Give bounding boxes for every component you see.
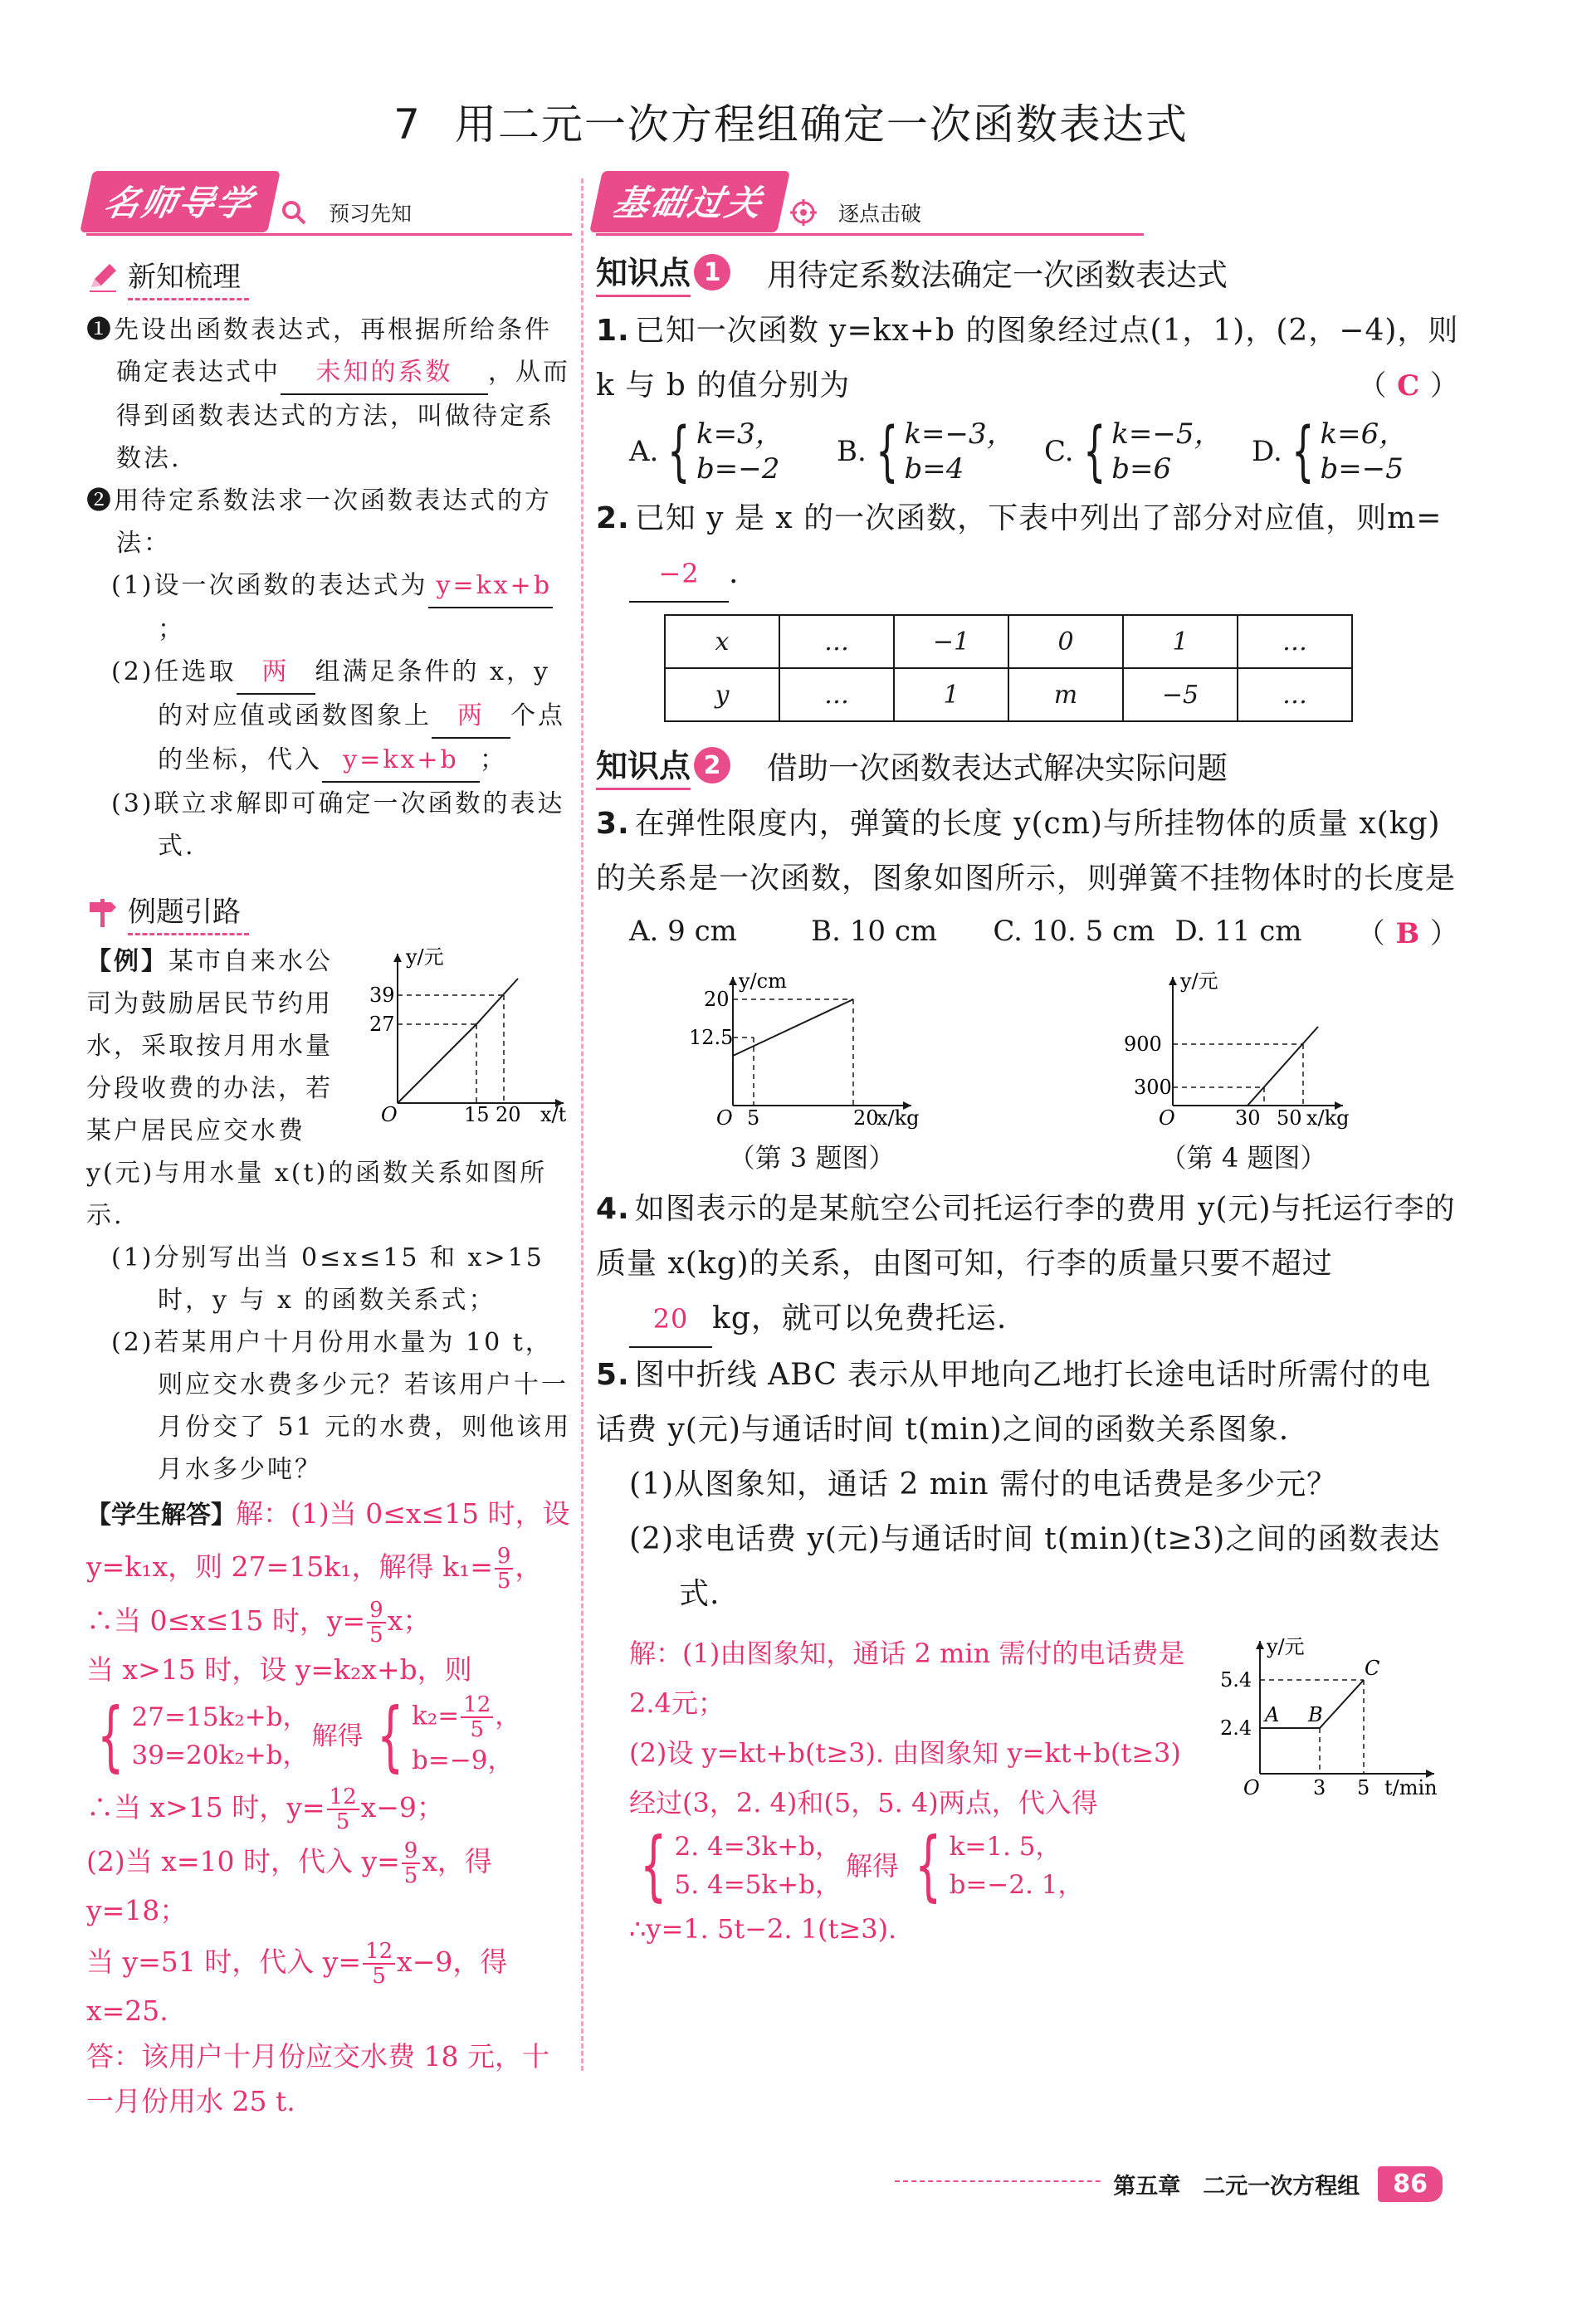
section-example [86,889,572,935]
section-title: 用二元一次方程组确定一次函数表达式 [454,100,1189,149]
knowledge-point-number: 1 [694,254,730,290]
x-axis-label: x/kg [876,1106,920,1130]
solution: k=1. 5， [949,1832,1062,1862]
question-number: 1. [596,314,630,348]
answer-line [86,1838,572,1934]
figure-caption: （第 3 题图） [728,1142,896,1174]
y-tick-label: 39 [369,984,395,1007]
option-d [1252,414,1459,489]
y-tick-label: 900 [1124,1033,1162,1056]
text: y=k₁x，则 27=15k₁，解得 k₁= [86,1550,493,1583]
selected-answer: B [1395,917,1421,950]
selected-answer: C [1397,369,1421,403]
table-cell: y [665,668,779,721]
answer-blank: y=kx+b [322,739,480,783]
left-brace-icon: { [1291,414,1315,489]
example-question-1 [86,1237,572,1321]
question-text: 如图表示的是某航空公司托运行李的费用 y(元)与托运行李的质量 x(kg)的关系，由图可知，行李的质量只要不超过 [596,1192,1456,1281]
student-answer-label: 【学生解答】 [86,1501,236,1530]
banner-underline [86,233,572,236]
bracket: （ [1356,917,1386,950]
option-label: A. [629,435,659,468]
option-line: k=−3， [904,417,1015,451]
x-tick-label: 5 [1357,1776,1370,1799]
system-solution [412,1693,520,1780]
pencil-icon [86,261,120,294]
option-line: b=−5 [1320,452,1404,486]
y-tick-label: 5.4 [1220,1668,1252,1692]
fraction [495,1545,514,1593]
denominator: 5 [372,1964,386,1989]
option-c [1044,414,1252,489]
denominator: 5 [403,1863,418,1888]
knowledge-point-header-1 [596,247,1459,297]
knowledge-point-header-2 [596,740,1459,790]
bracket: （ [1358,369,1388,403]
question-2-answer [596,546,1459,603]
y-tick-label: 300 [1134,1076,1172,1099]
answer-line [86,2034,572,2124]
option-line: k=3， [696,417,784,451]
solution-line: ∴y=1. 5t−2. 1(t≥3). [629,1913,897,1945]
x-tick-label: 20 [853,1106,879,1130]
answer-blank: y=kx+b [428,564,553,608]
question-2 [596,491,1459,546]
text: ； [480,745,507,774]
table-cell: −5 [1123,668,1238,721]
text: . [729,556,740,590]
system-solution [950,1828,1084,1904]
equation: 39=20k₂+b， [131,1741,309,1770]
point-label: A [1265,1703,1280,1726]
denominator: 5 [470,1717,484,1742]
graph-3 [687,964,936,1130]
answer-blank: 两 [432,695,510,739]
solution: b=−9， [412,1745,514,1775]
target-icon [790,199,817,226]
table-row [665,615,1352,668]
answer-line [86,1491,572,1539]
text: 某市自来水公司为鼓励居民节约用水，采取按月用水量分段收费的办法，若某户居民应交水费 y(元)与用水量 x(t)的函数关系如图所示. [86,947,548,1230]
left-brace-icon: { [915,1821,942,1910]
fraction [461,1693,493,1741]
x-axis-label: t/min [1384,1776,1438,1799]
banner-subtitle: 逐点击破 [838,202,922,226]
y-axis-label: y/元 [1180,969,1218,993]
answer-blank: 未知的系数 [281,351,488,395]
figure-caption: （第 4 题图） [1160,1142,1327,1174]
knowledge-point-2 [86,480,572,564]
option-line: b=−2 [696,452,780,486]
system-lines [675,1828,841,1904]
right-column [596,174,1459,1954]
page-number: 86 [1378,2166,1443,2202]
solve-word: 解得 [846,1850,900,1882]
table-cell: x [665,615,779,668]
numerator: 12 [461,1693,493,1718]
fraction [363,1940,395,1988]
text: x−9； [360,1791,444,1824]
question-4-answer [596,1291,1459,1348]
text: 答：该用户十月份应交水费 18 元，十一月份用水 25 t. [86,2040,549,2117]
text: ❷用待定系数法求一次函数表达式的方法： [86,486,552,558]
system-lines [132,1698,309,1775]
option-line: k=6， [1320,417,1408,451]
banner-subtitle: 预习先知 [329,202,413,226]
text: ∴当 0≤x≤15 时，y= [86,1604,366,1637]
value-table [664,614,1353,722]
section-heading: 新知梳理 [128,254,249,300]
origin-label: O [1243,1776,1260,1799]
origin-label: O [716,1106,733,1130]
numerator: 9 [367,1599,386,1623]
answer-line [86,1647,572,1693]
left-brace-icon: { [640,1821,667,1910]
left-brace-icon: { [1082,414,1106,489]
text: ， [515,1550,543,1583]
bracket: ） [1430,917,1459,950]
answer-blank: −2 [629,546,729,603]
table-cell: … [779,668,894,721]
left-brace-icon: { [875,414,899,489]
solution-line: (2)设 y=kt+b(t≥3). 由图象知 y=kt+b(t≥3)经过(3，2. 4)和(5，5. 4)两点，代入得 [629,1737,1181,1819]
x-tick-label: 15 [464,1103,490,1124]
denominator: 5 [369,1623,383,1648]
student-answer [86,1491,572,2124]
fraction [367,1599,386,1647]
equation: 5. 4=5k+b， [674,1870,842,1900]
question-text: 在弹性限度内，弹簧的长度 y(cm)与所挂物体的质量 x(kg)的关系是一次函数，图象如图所示，则弹簧不挂物体时的长度是 [596,807,1457,896]
option-label: C. [1044,435,1074,468]
graph-4 [1119,964,1368,1130]
step-1 [86,564,572,651]
text: (2)当 x=10 时，代入 y= [86,1845,400,1877]
text: 个点的坐标，代入 [158,701,565,774]
knowledge-point-label: 知识点 [596,247,691,297]
text: (2)任选取 [111,657,237,686]
option-b: B. 10 cm [811,915,938,948]
left-column [86,174,572,2124]
option-c: C. 10. 5 cm [993,915,1155,948]
banner-label: 名师导学 [80,171,281,232]
point-label: C [1365,1657,1380,1680]
graph-5 [1210,1628,1459,1803]
text: 组满足条件的 x，y 的对应值或函数图象上 [158,657,550,730]
y-tick-label: 12.5 [689,1026,734,1049]
answer-line [86,1544,572,1593]
option-line: b=6 [1111,452,1172,486]
question-number: 5. [596,1358,630,1392]
table-cell: … [779,615,894,668]
table-cell: … [1238,615,1352,668]
section-number: 7 [393,100,422,149]
x-tick-label: 3 [1313,1776,1326,1799]
step-3 [86,783,572,867]
knowledge-point-title: 用待定系数法确定一次函数表达式 [767,257,1228,293]
x-axis-label: x/kg [1306,1106,1350,1130]
example-graph [364,945,572,1124]
example-label: 【例】 [86,947,168,976]
equation-system [86,1693,520,1780]
text: (1)设一次函数的表达式为 [111,571,428,600]
answer-blank: 两 [237,651,315,695]
column-divider [581,178,583,2071]
numerator: 12 [327,1785,359,1810]
figure-4 [1119,964,1368,1175]
knowledge-point-number: 2 [694,747,730,784]
banner-underline [596,233,1144,236]
magnifier-icon [281,199,307,226]
banner-label: 基础过关 [589,171,790,232]
text: 解：(1)当 0≤x≤15 时，设 [236,1497,570,1530]
y-tick-label: 2.4 [1220,1716,1252,1740]
text: x，得 y=18； [86,1845,492,1926]
page-title [0,91,1582,151]
table-cell: … [1238,668,1352,721]
answer-blank: 20 [629,1291,712,1348]
table-row [665,668,1352,721]
x-axis-label: x/t [540,1103,567,1124]
text: (3)联立求解即可确定一次函数的表达式. [111,789,565,861]
bracket: ） [1430,369,1459,403]
answer-bracket [1358,359,1459,413]
figures-row [596,964,1459,1175]
knowledge-point-1 [86,309,572,480]
option-label: B. [837,435,867,468]
text: x； [387,1604,431,1637]
denominator: 5 [496,1569,511,1594]
answer-bracket [1357,906,1459,961]
y-axis-label: y/cm [739,969,787,993]
text: ； [158,615,185,644]
question-4 [596,1182,1459,1291]
text: (2)若某用户十月份用水量为 10 t，则应交水费多少元？若该用户十一月份交了 51 元的水费，则他该用月水多少吨？ [111,1328,572,1484]
x-tick-label: 5 [747,1106,760,1130]
table-cell: 0 [1008,615,1123,668]
chapter-label: 第五章 二元一次方程组 [1103,2168,1370,2200]
origin-label: O [1159,1106,1175,1130]
text: ∴当 x>15 时，y= [86,1791,325,1824]
table-cell: −1 [894,615,1008,668]
text: x−9，得 x=25. [86,1946,508,2027]
table-cell: 1 [1123,615,1238,668]
example-question-2 [86,1321,572,1491]
text: 当 x>15 时，设 y=k₂x+b，则 [86,1653,472,1686]
numerator: 9 [495,1545,514,1570]
question-text: (1)从图象知，通话 2 min 需付的电话费是多少元？ [629,1467,1338,1501]
banner-basic-practice [596,174,1144,232]
option-line: k=−5， [1111,417,1223,451]
equation: 27=15k₂+b， [131,1702,309,1732]
solve-word: 解得 [311,1721,364,1751]
text: ❶先设出函数表达式，再根据所给条件确定表达式中 [86,315,552,387]
text: kg，就可以免费托运. [712,1301,1008,1335]
question-1 [596,304,1459,413]
equation: 2. 4=3k+b， [674,1832,842,1862]
page-footer [1103,2166,1443,2202]
text: ，从而得到函数表达式的方法，叫做待定系数法. [116,358,570,473]
x-tick-label: 30 [1235,1106,1261,1130]
question-5-part-2 [596,1512,1459,1622]
option-line: b=4 [904,452,964,486]
question-number: 4. [596,1192,630,1226]
question-text: (2)求电话费 y(元)与通话时间 t(min)(t≥3)之间的函数表达式. [629,1522,1441,1611]
step-2 [86,651,572,783]
banner-teacher-guide [86,174,572,232]
option-a: A. 9 cm [629,915,737,948]
denominator: 5 [335,1809,350,1834]
numerator: 9 [402,1839,421,1864]
knowledge-point-label: 知识点 [596,740,691,790]
question-text: 已知 y 是 x 的一次函数，下表中列出了部分对应值，则m= [634,501,1443,535]
y-tick-label: 27 [369,1013,395,1036]
text: 当 y=51 时，代入 y= [86,1946,362,1978]
y-axis-label: y/元 [1267,1635,1305,1658]
example-problem [86,940,572,1491]
option-label: D. [1252,435,1282,468]
question-text: 已知一次函数 y=kx+b 的图象经过点(1，1)，(2，−4)，则 k 与 b 的值分别为 [596,314,1459,403]
option-d: D. 11 cm [1174,915,1302,948]
origin-label: O [381,1103,398,1124]
numerator: 12 [363,1940,395,1965]
question-number: 3. [596,807,630,841]
left-brace-icon: { [377,1692,404,1780]
x-tick-label: 50 [1277,1106,1302,1130]
table-cell: 1 [894,668,1008,721]
y-axis-label: y/元 [406,945,444,969]
section-new-knowledge [86,254,572,300]
section-heading: 例题引路 [128,889,249,935]
question-1-options [596,414,1459,489]
left-brace-icon: { [667,414,691,489]
question-3-options [596,906,1357,956]
table-cell: m [1008,668,1123,721]
fraction [327,1785,359,1833]
figure-3 [687,964,936,1175]
signpost-icon [86,896,120,929]
x-tick-label: 20 [496,1103,521,1124]
question-5-part-1 [596,1457,1459,1512]
solution: b=−2. 1， [949,1870,1084,1900]
left-brace-icon: { [97,1692,125,1780]
solution: k₂= [412,1701,460,1731]
question-text: 图中折线 ABC 表示从甲地向乙地打长途电话时所需付的电话费 y(元)与通话时间 t(min)之间的函数关系图象. [596,1358,1432,1447]
answer-line [86,1939,572,2034]
answer-line [86,1784,572,1833]
question-number: 2. [596,501,630,535]
question-5 [596,1348,1459,1457]
solution-line: 解：(1)由图象知，通话 2 min 需付的电话费是2.4元； [629,1638,1185,1719]
knowledge-point-title: 借助一次函数表达式解决实际问题 [767,750,1228,786]
y-tick-label: 20 [704,988,730,1011]
option-a [629,414,837,489]
question-5-solution [596,1628,1459,1954]
answer-line [86,1598,572,1647]
text: ， [495,1701,521,1731]
fraction [402,1839,421,1887]
option-b [837,414,1044,489]
text: (1)分别写出当 0≤x≤15 和 x>15 时，y 与 x 的函数关系式； [111,1243,544,1315]
point-label: B [1308,1703,1323,1726]
equation-system [629,1821,1084,1910]
